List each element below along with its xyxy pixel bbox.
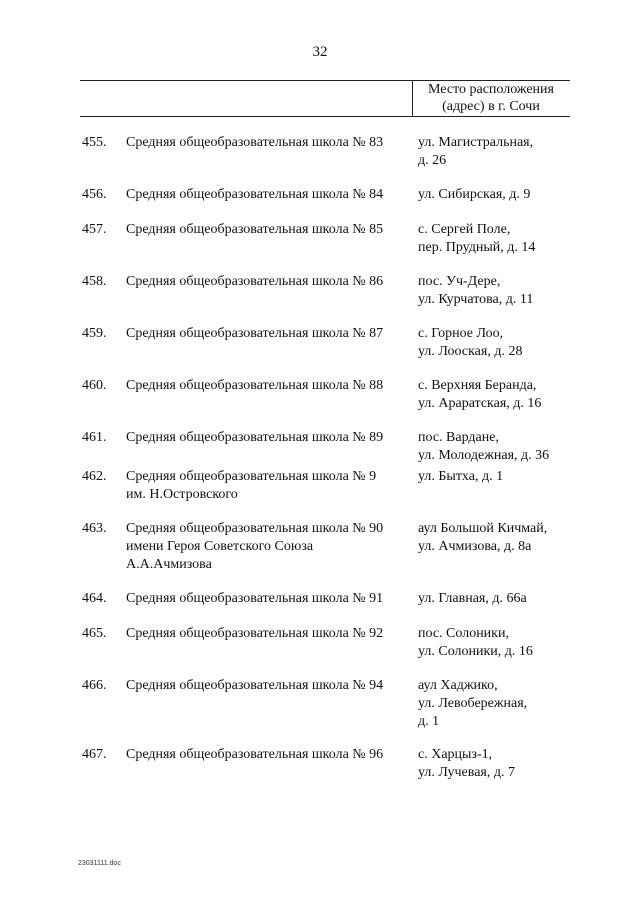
school-address	[418, 134, 578, 170]
school-address-line: ул. Главная, д. 66а	[418, 591, 527, 606]
school-name-line: имени Героя Советского Союза	[126, 539, 314, 554]
school-name-line: Средняя общеобразовательная школа № 9	[126, 469, 377, 484]
school-address-line: ул. Солоники, д. 16	[418, 644, 533, 659]
school-address-line: с. Сергей Поле,	[418, 222, 511, 237]
school-name-line: А.А.Ачмизова	[126, 557, 212, 572]
row-number: 461.	[82, 430, 107, 445]
row-number: 467.	[82, 747, 107, 762]
row-number: 457.	[82, 222, 107, 237]
school-address-line: ул. Сибирская, д. 9	[418, 187, 531, 202]
school-name-line: Средняя общеобразовательная школа № 92	[126, 626, 384, 641]
page-number: 32	[312, 44, 328, 60]
school-address	[418, 429, 578, 465]
school-name-line: Средняя общеобразовательная школа № 89	[126, 430, 384, 445]
school-name-line: Средняя общеобразовательная школа № 90	[126, 521, 384, 536]
school-name	[126, 468, 406, 504]
school-address-line: аул Большой Кичмай,	[418, 521, 548, 536]
school-name	[126, 134, 406, 152]
school-name-line: Средняя общеобразовательная школа № 85	[126, 222, 384, 237]
table-header-bottom-rule	[80, 116, 570, 117]
school-address-line: ул. Магистральная,	[418, 135, 534, 150]
school-address-line: ул. Лооская, д. 28	[418, 344, 523, 359]
school-name-line: Средняя общеобразовательная школа № 91	[126, 591, 384, 606]
school-address-line: ул. Ачмизова, д. 8а	[418, 539, 532, 554]
school-name	[126, 677, 406, 695]
school-address-line: с. Горное Лоо,	[418, 326, 504, 341]
school-address-line: ул. Молодежная, д. 36	[418, 448, 550, 463]
school-address-line: пос. Солоники,	[418, 626, 509, 641]
school-address	[418, 186, 578, 204]
row-number: 466.	[82, 678, 107, 693]
school-address-line: аул Хаджико,	[418, 678, 498, 693]
school-address	[418, 273, 578, 309]
school-address-line: ул. Левобережная,	[418, 696, 528, 711]
school-address-line: ул. Лучевая, д. 7	[418, 765, 515, 780]
column-header-address-line: (адрес) в г. Сочи	[442, 99, 540, 114]
school-address	[418, 746, 578, 782]
school-name	[126, 221, 406, 239]
school-name-line: Средняя общеобразовательная школа № 87	[126, 326, 384, 341]
row-number: 458.	[82, 274, 107, 289]
school-address-line: с. Верхняя Беранда,	[418, 378, 537, 393]
school-name	[126, 186, 406, 204]
row-number: 456.	[82, 187, 107, 202]
school-name-line: Средняя общеобразовательная школа № 96	[126, 747, 384, 762]
school-address	[418, 377, 578, 413]
school-name-line: им. Н.Островского	[126, 487, 238, 502]
school-name	[126, 273, 406, 291]
row-number: 459.	[82, 326, 107, 341]
school-name	[126, 429, 406, 447]
school-address-line: д. 1	[418, 714, 440, 729]
school-name	[126, 625, 406, 643]
school-name-line: Средняя общеобразовательная школа № 88	[126, 378, 384, 393]
row-number: 465.	[82, 626, 107, 641]
column-header-address	[412, 81, 570, 115]
school-name-line: Средняя общеобразовательная школа № 94	[126, 678, 384, 693]
row-number: 464.	[82, 591, 107, 606]
school-name-line: Средняя общеобразовательная школа № 84	[126, 187, 384, 202]
school-name	[126, 325, 406, 343]
school-address	[418, 468, 578, 486]
school-name	[126, 590, 406, 608]
school-name-line: Средняя общеобразовательная школа № 83	[126, 135, 384, 150]
school-address-line: пос. Вардане,	[418, 430, 499, 445]
school-address-line: ул. Курчатова, д. 11	[418, 292, 534, 307]
row-number: 455.	[82, 135, 107, 150]
school-name	[126, 520, 406, 574]
school-name-line: Средняя общеобразовательная школа № 86	[126, 274, 384, 289]
school-name	[126, 377, 406, 395]
school-address-line: д. 26	[418, 153, 447, 168]
document-file-code: 23031111.doc	[78, 860, 121, 867]
column-header-address-line: Место расположения	[428, 82, 554, 97]
row-number: 460.	[82, 378, 107, 393]
school-address	[418, 221, 578, 257]
school-address	[418, 590, 578, 608]
school-address	[418, 520, 578, 556]
school-address	[418, 677, 578, 731]
school-address	[418, 625, 578, 661]
school-address-line: пос. Уч-Дере,	[418, 274, 501, 289]
school-address	[418, 325, 578, 361]
school-address-line: ул. Араратская, д. 16	[418, 396, 542, 411]
school-address-line: с. Харцыз-1,	[418, 747, 493, 762]
school-name	[126, 746, 406, 764]
school-address-line: пер. Прудный, д. 14	[418, 240, 536, 255]
row-number: 463.	[82, 521, 107, 536]
row-number: 462.	[82, 469, 107, 484]
school-address-line: ул. Бытха, д. 1	[418, 469, 504, 484]
